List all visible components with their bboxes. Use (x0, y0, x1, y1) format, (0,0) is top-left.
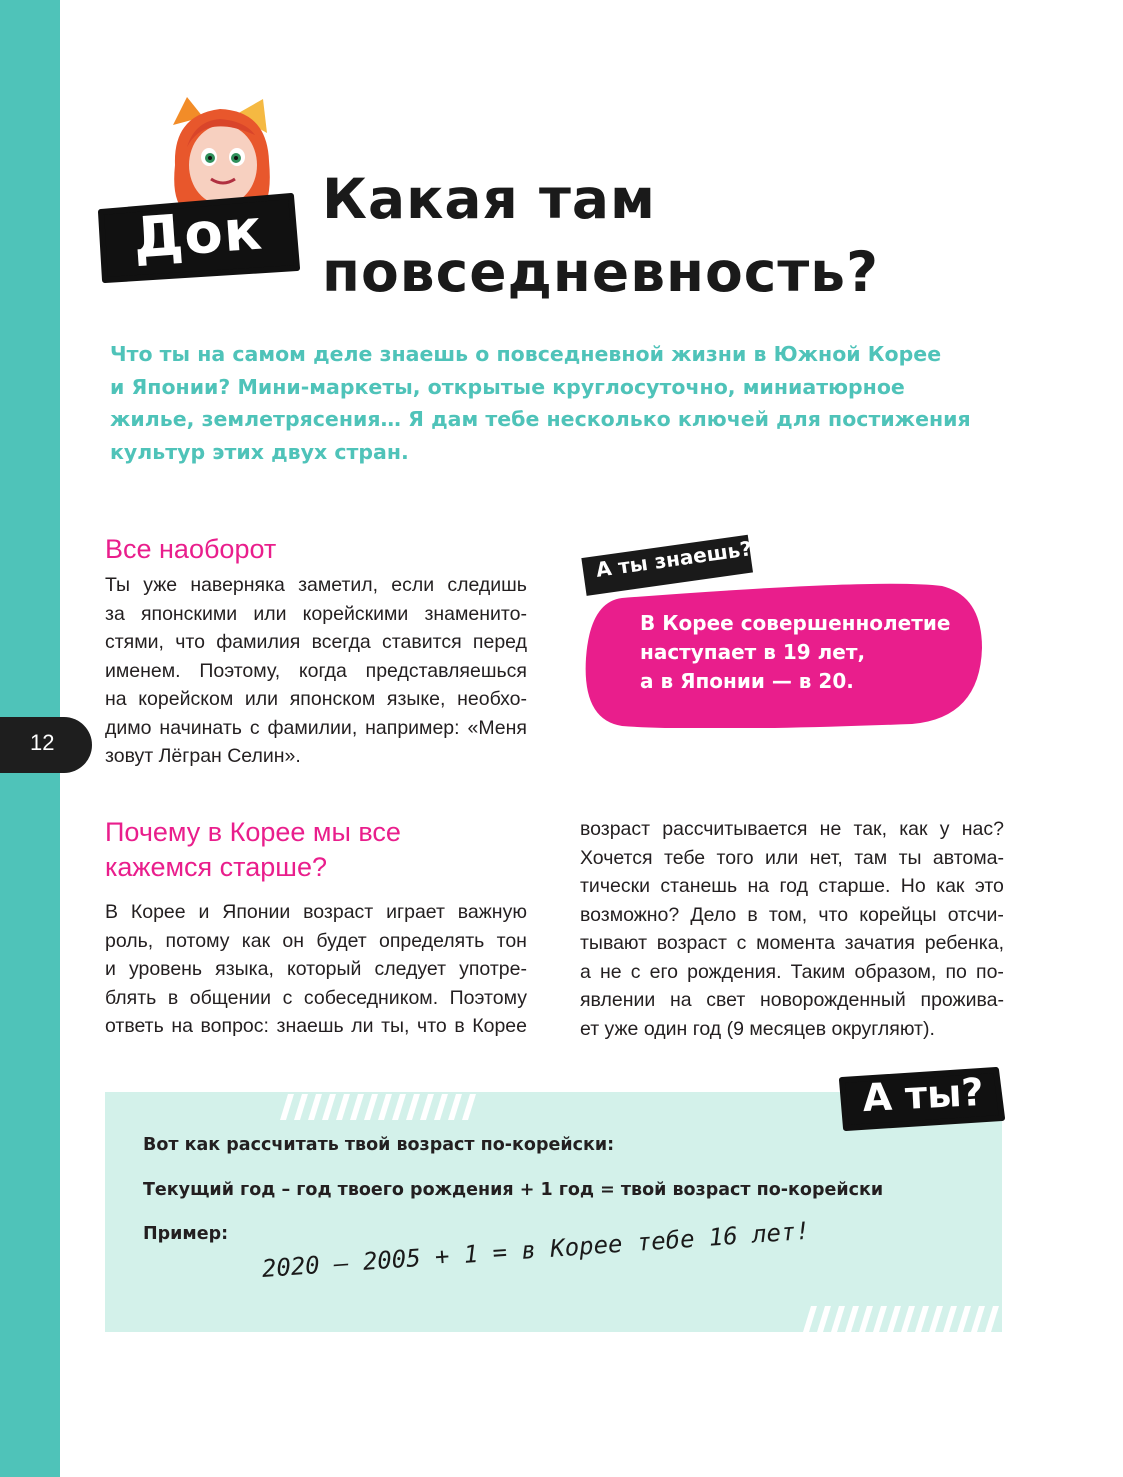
body-line: ответь на вопрос: знаешь ли ты, что в Корее (105, 1015, 527, 1037)
section-heading-older (105, 815, 401, 885)
section-heading-reverse: Все наоборот (105, 534, 277, 564)
fact-tag-label: А ты знаешь? (594, 536, 754, 582)
intro-paragraph (110, 338, 1010, 468)
calc-example: 2020 – 2005 + 1 = в Корее тебе 16 лет! (261, 1216, 811, 1283)
body-line: зовут Лёгран Селин». (105, 745, 301, 767)
title-line: повседневность? (322, 240, 879, 304)
body-line: ет уже один год (9 месяцев округляют). (580, 1017, 935, 1040)
fact-text (640, 609, 970, 696)
body-line: возможно? Дело в том, что корейцы отсчи- (580, 903, 1004, 926)
heading-line: кажемся старше? (105, 852, 327, 882)
body-line: возраст рассчитывается не так, как у нас? (580, 818, 1004, 840)
body-line: Хочется тебе того или нет, там ты автома- (580, 846, 1004, 869)
intro-line: Что ты на самом деле знаешь о повседневной жизни в Южной Корее (110, 342, 942, 366)
calc-intro: Вот как рассчитать твой возраст по-корейски: (143, 1135, 615, 1155)
fact-line: а в Японии — в 20. (640, 669, 854, 693)
intro-line: и Японии? Мини-маркеты, открытые круглосуточно, миниатюрное (110, 374, 905, 399)
fact-line: наступает в 19 лет, (640, 640, 866, 664)
dok-badge-label: Док (131, 197, 265, 272)
title-line: Какая там (322, 167, 656, 231)
calc-example-label: Пример: (143, 1224, 229, 1244)
decorative-stripes-top (272, 1094, 482, 1120)
fact-line: В Корее совершеннолетие (640, 611, 951, 635)
body-line: а не с его рождения. Таким образом, по по- (580, 960, 1004, 983)
body-line: на корейском или японском языке, необхо- (105, 688, 527, 710)
body-line: Ты уже наверняка заметил, если следишь (105, 574, 527, 596)
aty-badge-label: А ты? (861, 1069, 985, 1121)
page-number: 12 (30, 730, 55, 755)
page-title (322, 163, 879, 309)
intro-line: жилье, землетрясения… Я дам тебе несколько ключей для постижения (110, 407, 971, 431)
body-line: роль, потому как он будет определять тон (105, 929, 527, 952)
section-older-column-2 (580, 815, 1004, 1043)
decorative-stripes-bottom (795, 1306, 1005, 1332)
body-line: димо начинать с фамилии, например: «Меня (105, 716, 527, 739)
body-line: тывают возраст с момента зачатия ребенка, (580, 932, 1004, 954)
body-line: стями, что фамилия всегда ставится перед (105, 631, 527, 653)
body-line: тически станешь на год старше. Но как это (580, 875, 1004, 897)
section-reverse-body (105, 571, 527, 771)
body-line: и уровень языка, который следует употре- (105, 958, 527, 980)
body-line: блять в общении с собеседником. Поэтому (105, 986, 527, 1009)
section-older-column-1 (105, 898, 527, 1041)
intro-line: культур этих двух стран. (110, 439, 409, 464)
calc-formula: Текущий год – год твоего рождения + 1 год = твой возраст по-корейски (143, 1180, 884, 1200)
body-line: именем. Поэтому, когда представляешься (105, 659, 527, 682)
body-line: В Корее и Японии возраст играет важную (105, 901, 527, 923)
body-line: явлении на свет новорожденный прожива- (580, 989, 1004, 1011)
body-line: за японскими или корейскими знаменито- (105, 602, 527, 625)
heading-line: Почему в Корее мы все (105, 817, 401, 847)
